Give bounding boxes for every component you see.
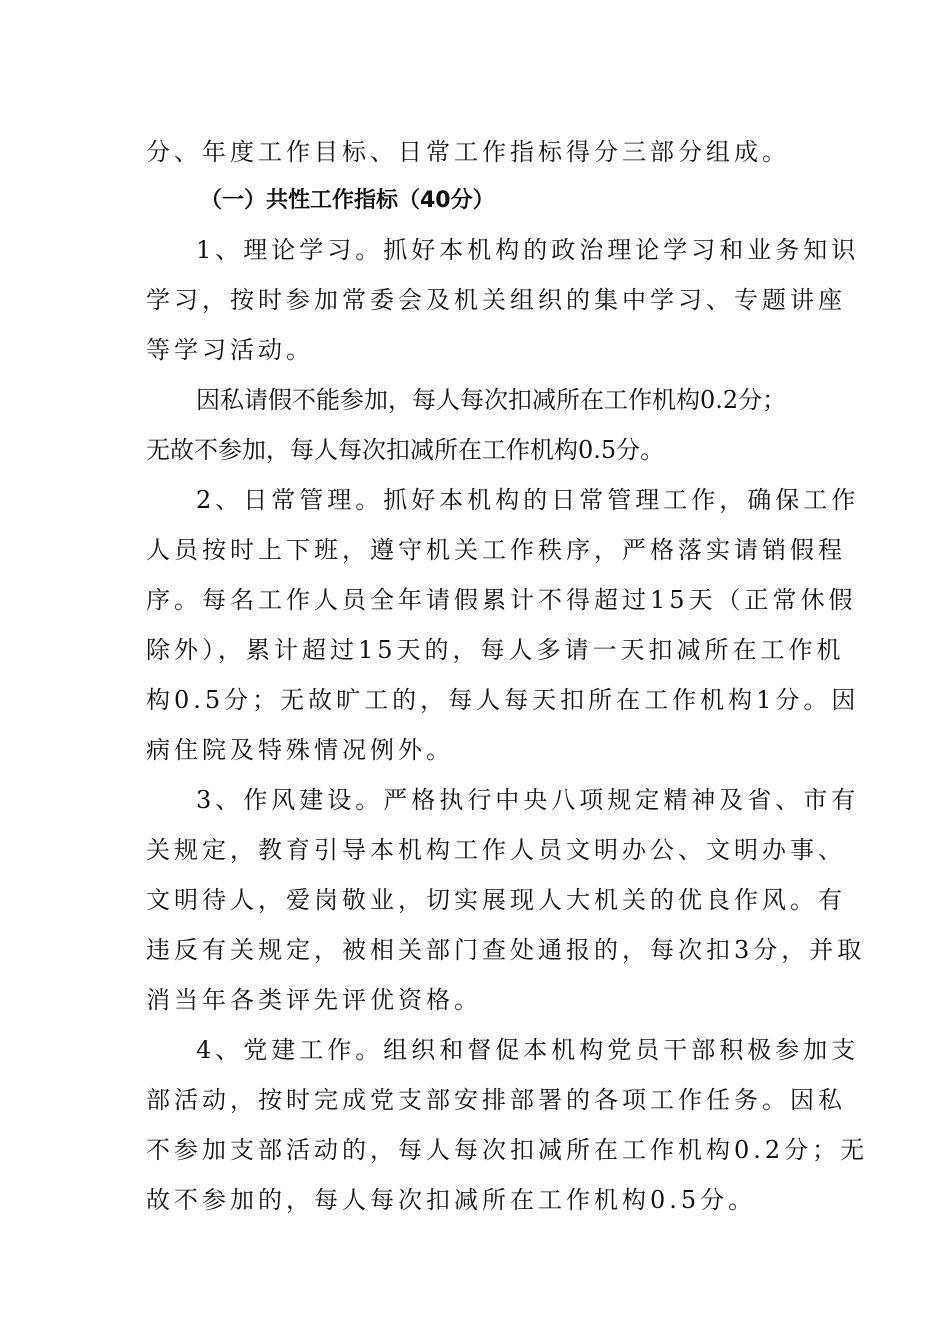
paragraph-line: 4、党建工作。组织和督促本机构党员干部积极参加支	[196, 1036, 860, 1064]
paragraph-line: 无故不参加，每人每次扣减所在工作机构0.5分。	[146, 436, 665, 464]
section-heading: （一）共性工作指标（40分）	[200, 188, 495, 213]
paragraph-line: 文明待人，爱岗敬业，切实展现人大机关的优良作风。有	[146, 886, 846, 914]
paragraph-line: 不参加支部活动的，每人每次扣减所在工作机构0.2分；无	[146, 1136, 869, 1164]
paragraph-line: 分、年度工作目标、日常工作指标得分三部分组成。	[146, 138, 790, 166]
paragraph-line: 人员按时上下班，遵守机关工作秩序，严格落实请销假程	[146, 536, 846, 564]
paragraph-line: 构0.5分；无故旷工的，每人每天扣所在工作机构1分。因	[146, 686, 860, 714]
paragraph-line: 等学习活动。	[146, 336, 314, 364]
paragraph-line: 消当年各类评先评优资格。	[146, 986, 482, 1014]
paragraph-line: 序。每名工作人员全年请假累计不得超过15天（正常休假	[146, 586, 857, 614]
paragraph-line: 学习，按时参加常委会及机关组织的集中学习、专题讲座	[146, 286, 846, 314]
paragraph-line: 因私请假不能参加，每人每次扣减所在工作机构0.2分；	[196, 386, 787, 414]
paragraph-line: 违反有关规定，被相关部门查处通报的，每次扣3分，并取	[146, 936, 866, 964]
paragraph-line: 部活动，按时完成党支部安排部署的各项工作任务。因私	[146, 1086, 846, 1114]
paragraph-line: 关规定，教育引导本机构工作人员文明办公、文明办事、	[146, 836, 846, 864]
paragraph-line: 1、理论学习。抓好本机构的政治理论学习和业务知识	[196, 236, 860, 264]
paragraph-line: 3、作风建设。严格执行中央八项规定精神及省、市有	[196, 786, 860, 814]
paragraph-line: 除外），累计超过15天的，每人多请一天扣减所在工作机	[146, 636, 845, 664]
paragraph-line: 2、日常管理。抓好本机构的日常管理工作，确保工作	[196, 486, 860, 514]
paragraph-line: 病住院及特殊情况例外。	[146, 736, 454, 764]
paragraph-line: 故不参加的，每人每次扣减所在工作机构0.5分。	[146, 1186, 757, 1214]
